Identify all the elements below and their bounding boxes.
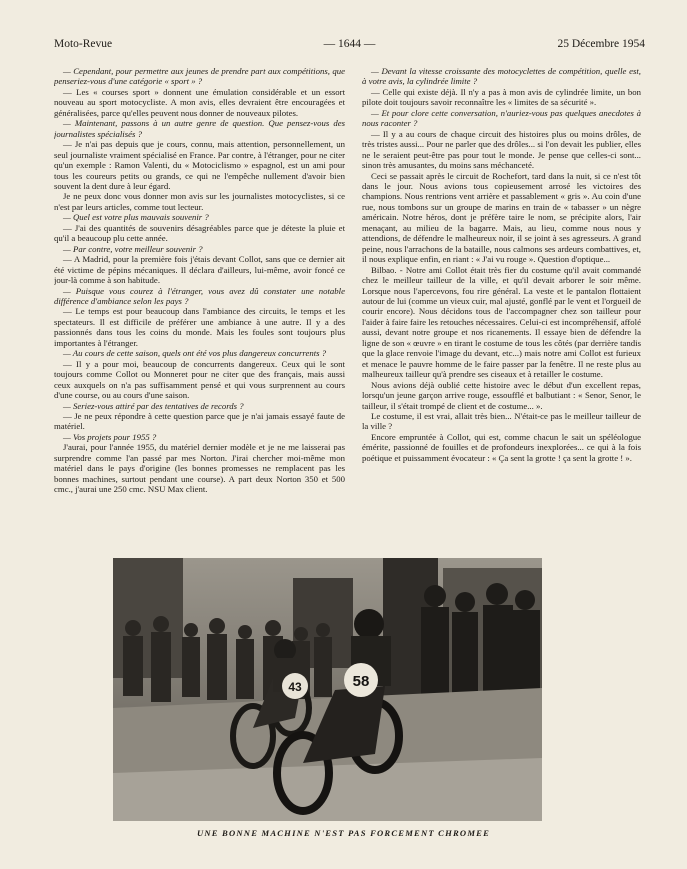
- article-column-left: [54, 66, 345, 560]
- paragraph: — Au cours de cette saison, quels ont été vos plus dangereux concurrents ?: [63, 348, 327, 359]
- paragraph: Bilbao. - Notre ami Collot était très fier du costume qu'il avait commandé chez le meilleur tailleur de la ville, et qu'il devait arborer le soir même. Lorsque nous l'apercevons, fou rire général. La veste et le pantalon flottaient autour de lui (comme un vieux cuir, mal ajusté, gonflé par le vent et l'orgueil de courir encore). Nous décidons tous de l'accompagner chez son tailleur pour l'aider à faire faire les retouches nécessaires. Celui-ci est incompréhensif, affolé aussi, devant notre groupe et nos ricanements. Il essaye bien de défendre la ligne de son « œuvre » en tirant le costume de tous les côtés (par derrière tandis que la glace renvoie l'image du devant, etc...) mais notre ami Collot est furieux et menace le pauvre homme de le faire passer par la fenêtre. Il ne reste plus au malheureux tailleur qu'à prendre ses ciseaux et à retailler le costume.: [362, 264, 641, 380]
- paragraph: Encore empruntée à Collot, qui est, comme chacun le sait un spéléologue émérite, passionné de fouilles et de profondeurs inexplorées... ce qui à la fois poétique et puissamment évocateur : « Ça sent la grotte ! ça sent la grotte ! ».: [362, 431, 641, 463]
- paragraph: Nous avions déjà oublié cette histoire avec le début d'un excellent repas, lorsqu'un jeune garçon arrive rouge, essoufflé et balbutiant : « Senor, Senor, le tailleur, il s'était trompé de client et de costume... ».: [362, 379, 641, 411]
- paragraph: — Je ne peux répondre à cette question parce que je n'ai jamais essayé faute de matériel.: [54, 410, 345, 432]
- paragraph: — Seriez-vous attiré par des tentatives de records ?: [63, 400, 244, 411]
- paragraph: Je ne peux donc vous donner mon avis sur les journalistes motocyclistes, si ce n'est par leurs articles, comme tout lecteur.: [54, 191, 345, 212]
- paragraph: Ceci se passait après le circuit de Rochefort, tard dans la nuit, si ce n'est tôt dans le jour. Nous avions tous copieusement arrosé les victoires des champions. Nous rentrions vent arrière et passablement « gris ». Au coin d'une rue, nous tombons sur un groupe de marins en train de « tabasser » un nègre américain. Notre héros, dont je préfère taire le nom, se précipite alors, l'air menaçant, au milieu de la bagarre. Mais, au lieu, comme nous nous y attendions, de défendre le malheureux noir, il se joint à ses agresseurs. A grand peine, nous l'arrachons de la bataille, nous calmons ses ardeurs combattives, et, il nous explique enfin, en riant : « J'ai vu rouge ». Question d'optique...: [362, 170, 641, 265]
- svg-text:43: 43: [288, 680, 302, 694]
- article-column-right: [362, 66, 641, 560]
- page-number: — 1644 —: [323, 38, 376, 50]
- svg-text:58: 58: [352, 673, 370, 690]
- race-photo: [113, 558, 542, 821]
- paragraph: — Le temps est pour beaucoup dans l'ambiance des circuits, le temps et les spectateurs. Il est difficile de préférer une ambiance à une autre. Il y a des passionnés dans tous les coins du monde. Mais les foules sont toujours plus importantes à l'étranger.: [54, 306, 345, 348]
- paragraph: J'aurai, pour l'année 1955, du matériel dernier modèle et je ne me laisserai pas surprendre comme l'an passé par mes Norton. J'irai chercher moi-même mon matériel dans le pays d'origine (les bonnes promesses ne remplacent pas les bonnes machines, surtout pendant une course). A part deux Norton 350 et 500 cmc., j'aurai une 250 cmc. NSU Max client.: [54, 442, 345, 495]
- paragraph: — A Madrid, pour la première fois j'étais devant Collot, sans que ce dernier ait été victime de pépins mécaniques. Il déclara d'ailleurs, lui-même, avoir foncé ce jour-là comme à son habitude.: [54, 254, 345, 286]
- paragraph: — Les « courses sport » donnent une émulation considérable et un essort nouveau au sport motocycliste. A mon avis, elles devraient être encouragées et généralisées, parce qu'elles peuvent nous donner de nouveaux pilotes.: [54, 86, 345, 118]
- paragraph: — Je n'ai pas depuis que je cours, connu, mais attention, personnellement, un seul journaliste vraiment spécialisé en France. Par contre, à l'étranger, pour ne citer qu'un exemple : Ramon Valenti, du « Motociclismo » espagnol, est un ami pour tous les coureurs petits ou grands, ce qui ne l'empêche nullement d'avoir bien souvent la dent dure à leur égard.: [54, 139, 345, 191]
- photo-caption: UNE BONNE MACHINE N'EST PAS FORCEMENT CHROMEE: [196, 828, 491, 838]
- paragraph: — Puisque vous courez à l'étranger, vous avez dû constater une notable différence d'ambiance selon les pays ?: [54, 285, 345, 306]
- paragraph: — Celle qui existe déjà. Il n'y a pas à mon avis de cylindrée limite, un bon pilote doit toujours savoir reconnaître les « limites de sa sécurité ».: [362, 86, 641, 108]
- magazine-title: Moto-Revue: [54, 38, 113, 50]
- motorcycle-racing-photo-icon: [113, 558, 542, 821]
- paragraph: — Vos projets pour 1955 ?: [63, 431, 157, 442]
- paragraph: — Quel est votre plus mauvais souvenir ?: [63, 212, 209, 223]
- paragraph: — Devant la vitesse croissante des motocyclettes de compétition, quelle est, à votre avis, la cylindrée limite ?: [362, 66, 641, 87]
- issue-date: 25 Décembre 1954: [557, 38, 645, 50]
- paragraph: Le costume, il est vrai, allait très bien... N'était-ce pas le meilleur tailleur de la ville ?: [362, 410, 641, 432]
- paragraph: — Et pour clore cette conversation, n'auriez-vous pas quelques anecdotes à nous raconter ?: [362, 107, 641, 129]
- paragraph: — Maintenant, passons à un autre genre de question. Que pensez-vous des journalistes spécialisés ?: [54, 118, 345, 139]
- paragraph: — Par contre, votre meilleur souvenir ?: [63, 243, 203, 254]
- paragraph: — Il y a au cours de chaque circuit des histoires plus ou moins drôles, de très tristes aussi... Pour ne parler que des drôles... si l'on devait les publier, elles ne le seraient peut-être pas pour tout le monde. Je pense que celles-ci sont... sinon très amusantes, du moins sans méchanceté.: [362, 128, 641, 171]
- page-header: [54, 38, 645, 54]
- paragraph: — J'ai des quantités de souvenirs désagréables parce que je déteste la pluie et qu'il a beaucoup plu cette année.: [54, 222, 345, 244]
- paragraph: — Cependant, pour permettre aux jeunes de prendre part aux compétitions, que penseriez-vous d'une catégorie « sport » ?: [54, 66, 345, 87]
- paragraph: — Il y a pour moi, beaucoup de concurrents dangereux. Ceux qui le sont toujours comme Collot ou Monneret pour ne citer que des français, mais aussi ceux auxquels on n'a pas suffisamment pensé et qui vous surprennent au cours d'une course, ou au cours d'une saison.: [54, 358, 345, 401]
